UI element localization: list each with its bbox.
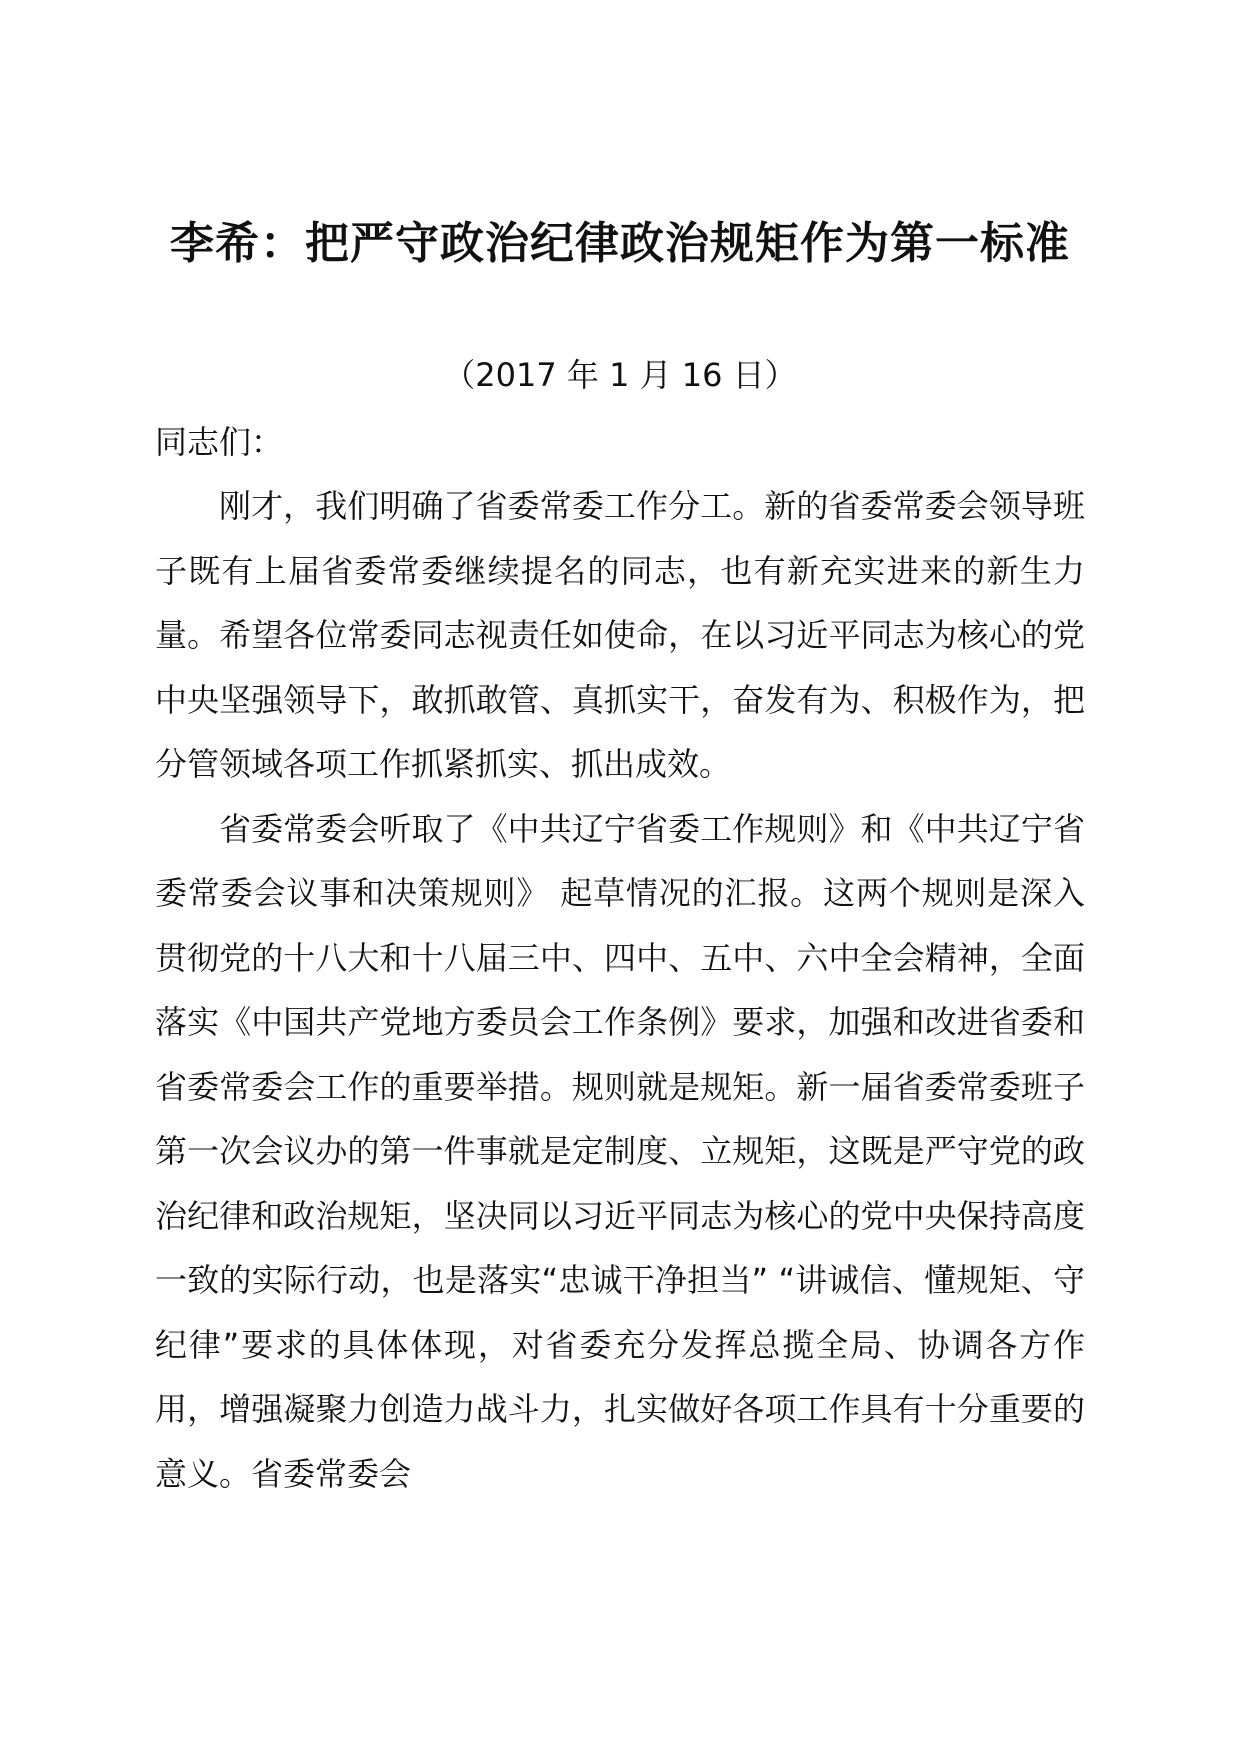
document-title: 李希：把严守政治纪律政治规矩作为第一标准 (170, 218, 1070, 269)
paragraph-1: 刚才，我们明确了省委常委工作分工。新的省委常委会领导班子既有上届省委常委继续提名的同志，也有新充实进来的新生力量。希望各位常委同志视责任如使命，在以习近平同志为核心的党中央坚强领导下，敢抓敢管、真抓实干，奋发有为、积极作为，把分管领域各项工作抓紧抓实、抓出成效。 (155, 487, 1085, 783)
document-date: （2017 年 1 月 16 日） (443, 356, 797, 394)
salutation: 同志们： (155, 423, 284, 461)
paragraph-2: 省委常委会听取了《中共辽宁省委工作规则》和《中共辽宁省委常委会议事和决策规则》 起草情况的汇报。这两个规则是深入贯彻党的十八大和十八届三中、四中、五中、六中全会精神，全面落实《中国共产党地方委员会工作条例》要求，加强和改进省委和省委常委会工作的重要举措。规则就是规矩。新一届省委常委班子第一次会议办的第一件事就是定制度、立规矩，这既是严守党的政治纪律和政治规矩，坚决同以习近平同志为核心的党中央保持高度一致的实际行动，也是落实“忠诚干净担当” “讲诚信、懂规矩、守纪律”要求的具体体现，对省委充分发挥总揽全局、协调各方作用，增强凝聚力创造力战斗力，扎实做好各项工作具有十分重要的意义。省委常委会 (155, 809, 1085, 1493)
document-body (155, 410, 1085, 1506)
